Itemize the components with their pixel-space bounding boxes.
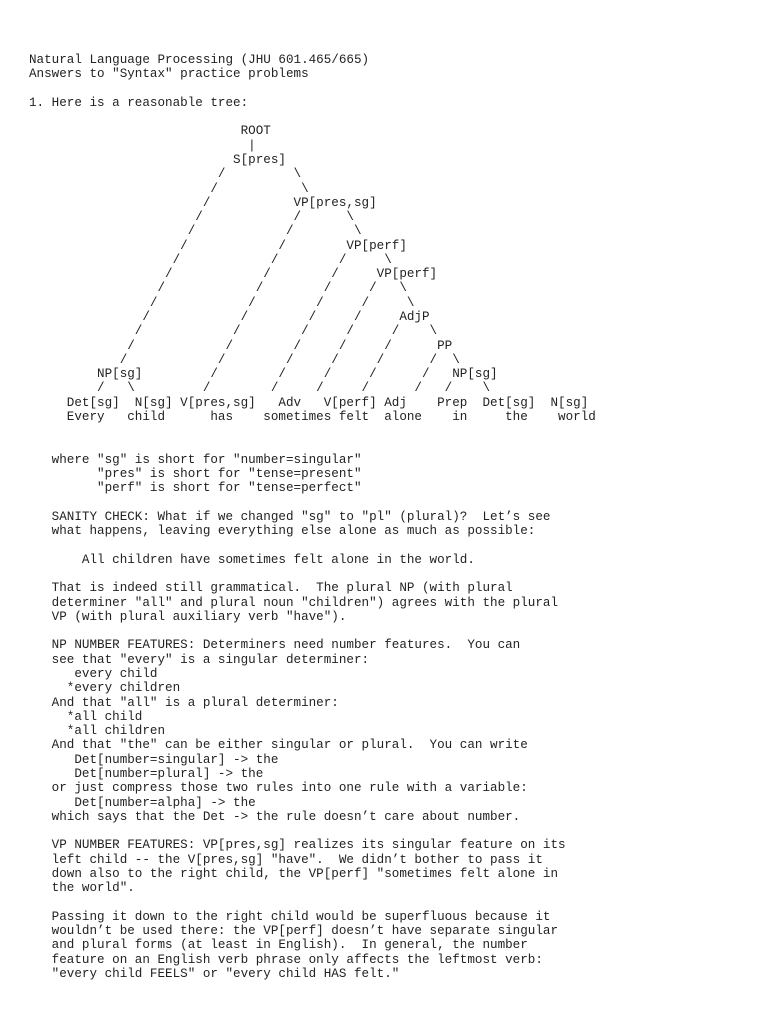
text-line: 1. Here is a reasonable tree:	[29, 95, 249, 110]
text-line: / / \	[29, 210, 354, 225]
text-line: / \ / / / / / / \	[29, 381, 491, 396]
text-line: ROOT	[29, 124, 271, 139]
text-line: / / \	[29, 224, 362, 239]
text-line: the world".	[29, 881, 135, 896]
text-line: Answers to "Syntax" practice problems	[29, 67, 309, 82]
text-line: / / / VP[perf]	[29, 267, 438, 282]
text-line: |	[29, 138, 256, 153]
text-line: / / / / \	[29, 281, 407, 296]
text-line: feature on an English verb phrase only affects the leftmost verb:	[29, 952, 543, 967]
text-line: *all children	[29, 724, 166, 739]
text-line: and plural forms (at least in English). In general, the number	[29, 938, 528, 953]
text-line: down also to the right child, the VP[perf] "sometimes felt alone in	[29, 866, 559, 881]
text-line: left child -- the V[pres,sg] "have". We didn’t bother to pass it	[29, 852, 543, 867]
text-line: *all child	[29, 709, 143, 724]
text-line: Det[sg] N[sg] V[pres,sg] Adv V[perf] Adj Prep Det[sg] N[sg]	[29, 395, 589, 410]
text-line: Every child has sometimes felt alone in the world	[29, 410, 596, 424]
text-line: where "sg" is short for "number=singular"	[29, 452, 362, 467]
text-line: every child	[29, 667, 158, 682]
text-line: which says that the Det -> the rule doesn’t care about number.	[29, 809, 521, 824]
text-line: wouldn’t be used there: the VP[perf] doesn’t have separate singular	[29, 924, 559, 939]
text-line: / / / / \	[29, 295, 415, 310]
text-line: VP (with plural auxiliary verb "have").	[29, 609, 347, 624]
text-line: / / / \	[29, 252, 392, 267]
text-line: Natural Language Processing (JHU 601.465/665)	[29, 53, 370, 67]
text-line: / / / / / / \	[29, 352, 460, 367]
text-line: / / / / / \	[29, 324, 438, 339]
text-line: Det[number=plural] -> the	[29, 767, 264, 781]
text-line: NP NUMBER FEATURES: Determiners need number features. You can	[29, 638, 521, 653]
text-line: SANITY CHECK: What if we changed "sg" to "pl" (plural)? Let’s see	[29, 509, 551, 524]
text-line: what happens, leaving everything else alone as much as possible:	[29, 524, 536, 539]
text-line: *every children	[29, 681, 181, 696]
text-line: "pres" is short for "tense=present"	[29, 467, 362, 482]
text-line: S[pres]	[29, 152, 286, 167]
text-line: / / VP[perf]	[29, 238, 407, 253]
text-line: Passing it down to the right child would be superfluous because it	[29, 909, 551, 924]
text-line: Det[number=alpha] -> the	[29, 795, 256, 810]
text-line: "perf" is short for "tense=perfect"	[29, 481, 362, 496]
text-line: "every child FEELS" or "every child HAS felt."	[29, 966, 400, 981]
text-line: / VP[pres,sg]	[29, 195, 377, 210]
text-line: And that "the" can be either singular or plural. You can write	[29, 738, 528, 753]
text-line: / \	[29, 167, 302, 182]
text-line: / / / / / PP	[29, 338, 453, 353]
text-line: NP[sg] / / / / / NP[sg]	[29, 367, 498, 382]
text-line: VP NUMBER FEATURES: VP[pres,sg] realizes its singular feature on its	[29, 838, 566, 853]
text-line: determiner "all" and plural noun "children") agrees with the plural	[29, 595, 559, 610]
text-line: That is indeed still grammatical. The plural NP (with plural	[29, 581, 513, 596]
text-line: Det[number=singular] -> the	[29, 752, 279, 767]
text-line: see that "every" is a singular determiner:	[29, 652, 370, 667]
text-line: or just compress those two rules into one rule with a variable:	[29, 781, 528, 796]
text-line: All children have sometimes felt alone in the world.	[29, 552, 475, 567]
text-line: / / / / AdjP	[29, 310, 430, 325]
text-line: And that "all" is a plural determiner:	[29, 695, 339, 710]
text-line: / \	[29, 181, 309, 196]
